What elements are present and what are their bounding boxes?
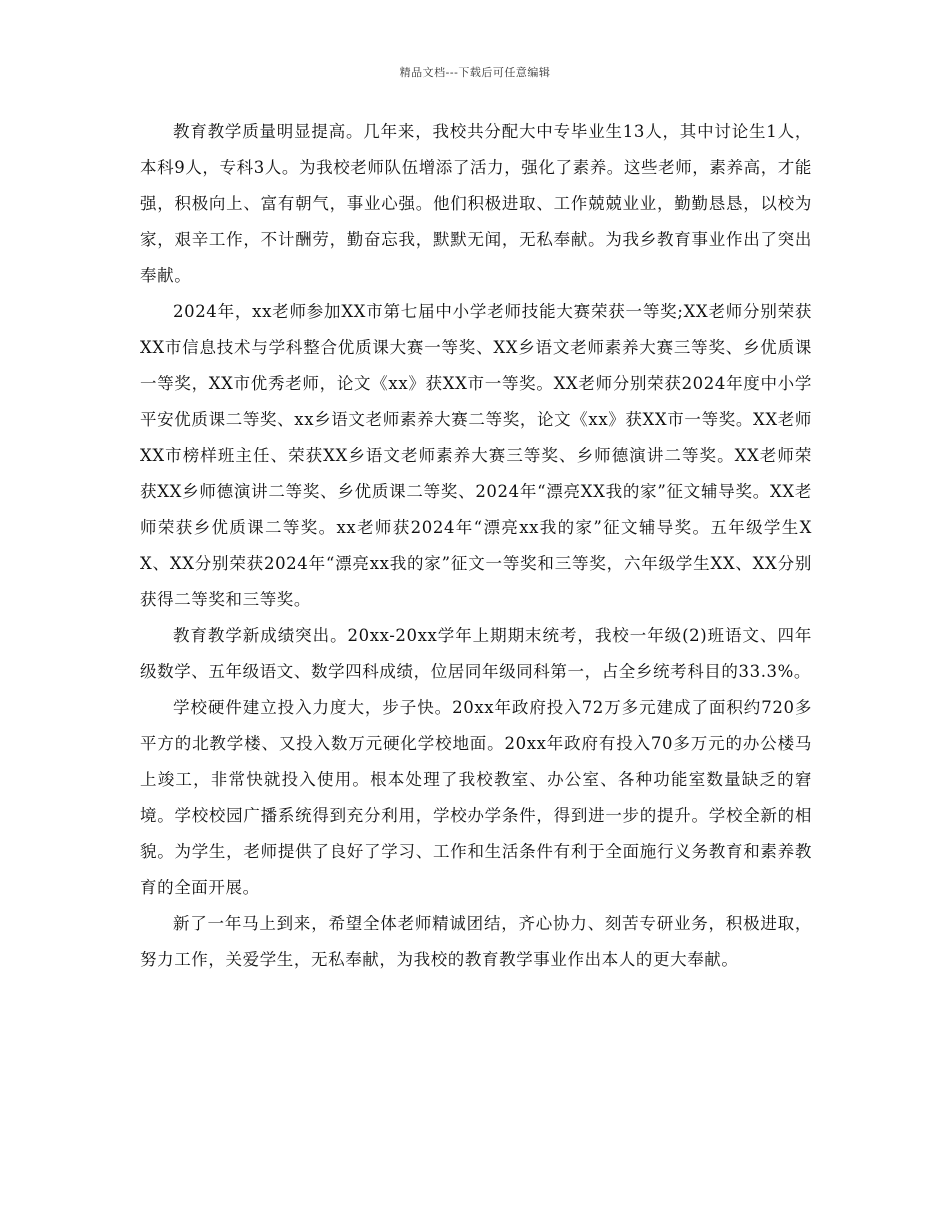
paragraph-teaching-quality: 教育教学质量明显提高。几年来，我校共分配大中专毕业生13人，其中讨论生1人，本科9人，专科3人。为我校老师队伍增添了活力，强化了素养。这些老师，素养高，才能强，积极向上、富有朝气，事业心强。他们积极进取、工作兢兢业业，勤勤恳恳，以校为家，艰辛工作，不计酬劳，勤奋忘我，默默无闻，无私奉献。为我乡教育事业作出了突出奉献。: [140, 122, 812, 285]
document-body: [140, 114, 812, 978]
paragraph-awards: 2024年，xx老师参加XX市第七届中小学老师技能大赛荣获一等奖;XX老师分别荣获XX市信息技术与学科整合优质课大赛一等奖、XX乡语文老师素养大赛三等奖、乡优质课一等奖，XX市优秀老师，论文《xx》获XX市一等奖。XX老师分别荣获2024年度中小学平安优质课二等奖、xx乡语文老师素养大赛二等奖，论文《xx》获XX市一等奖。XX老师XX市榜样班主任、荣获XX乡语文老师素养大赛三等奖、乡师德演讲二等奖。XX老师荣获XX乡师德演讲二等奖、乡优质课二等奖、2024年“漂亮XX我的家”征文辅导奖。XX老师荣获乡优质课二等奖。xx老师获2024年“漂亮xx我的家”征文辅导奖。五年级学生XX、XX分别荣获2024年“漂亮xx我的家”征文一等奖和三等奖，六年级学生XX、XX分别获得二等奖和三等奖。: [140, 302, 812, 609]
page-header: 精品文档---下载后可任意编辑: [399, 66, 551, 79]
paragraph-exam-results: 教育教学新成绩突出。20xx-20xx学年上期期末统考，我校一年级(2)班语文、四年级数学、五年级语文、数学四科成绩，位居同年级同科第一，占全乡统考科目的33.3%。: [140, 626, 812, 681]
paragraph-facilities: 学校硬件建立投入力度大，步子快。20xx年政府投入72万多元建成了面积约720多平方的北教学楼、又投入数万元硬化学校地面。20xx年政府有投入70多万元的办公楼马上竣工，非常快就投入使用。根本处理了我校教室、办公室、各种功能室数量缺乏的窘境。学校校园广播系统得到充分利用，学校办学条件，得到进一步的提升。学校全新的相貌。为学生，老师提供了良好了学习、工作和生活条件有利于全面施行义务教育和素养教育的全面开展。: [140, 698, 812, 897]
paragraph-closing: 新了一年马上到来，希望全体老师精诚团结，齐心协力、刻苦专研业务，积极进取，努力工作，关爱学生，无私奉献，为我校的教育教学事业作出本人的更大奉献。: [140, 914, 812, 969]
